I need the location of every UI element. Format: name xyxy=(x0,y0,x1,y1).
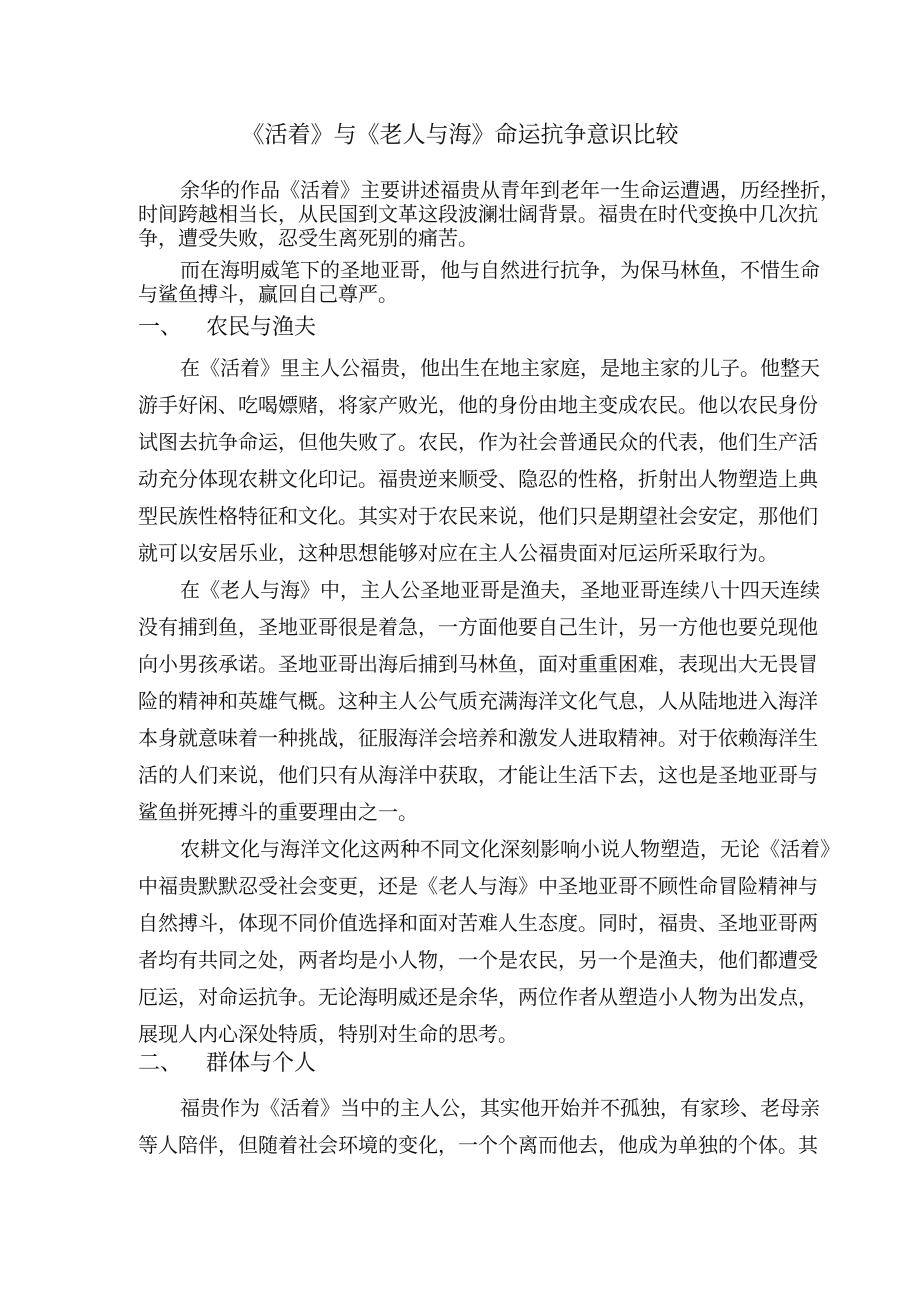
section-2-body xyxy=(138,1090,820,1164)
text-line: 展现人内心深处特质，特别对生命的思考。 xyxy=(138,1022,518,1046)
text-line: 等人陪伴，但随着社会环境的变化，一个个离而他去，他成为单独的个体。其 xyxy=(138,1133,818,1157)
document-title: 《活着》与《老人与海》命运抗争意识比较 xyxy=(241,122,679,148)
text-line: 中福贵默默忍受社会变更，还是《老人与海》中圣地亚哥不顾性命冒险精神与 xyxy=(138,874,818,898)
text-line: 游手好闲、吃喝嫖赌，将家产败光，他的身份由地主变成农民。他以农民身份 xyxy=(138,393,818,417)
text-line: 在《活着》里主人公福贵，他出生在地主家庭，是地主家的儿子。他整天 xyxy=(180,356,820,380)
paragraph xyxy=(138,831,840,1053)
paragraph xyxy=(138,258,820,306)
text-line: 自然搏斗，体现不同价值选择和面对苦难人生态度。同时，福贵、圣地亚哥两 xyxy=(138,911,818,935)
text-line: 时间跨越相当长，从民国到文革这段波澜壮阔背景。福贵在时代变换中几次抗 xyxy=(138,202,818,226)
text-line: 争，遭受失败，忍受生离死别的痛苦。 xyxy=(138,226,478,250)
section-title: 农民与渔夫 xyxy=(206,315,317,340)
paragraph xyxy=(138,178,840,250)
paragraph xyxy=(138,350,820,572)
text-line: 者均有共同之处，两者均是小人物，一个是农民，另一个是渔夫，他们都遭受 xyxy=(138,948,818,972)
text-line: 本身就意味着一种挑战，征服海洋会培养和激发人进取精神。对于依赖海洋生 xyxy=(138,726,818,750)
paragraph xyxy=(138,1090,820,1164)
text-line: 在《老人与海》中，主人公圣地亚哥是渔夫，圣地亚哥连续八十四天连续 xyxy=(180,578,820,602)
text-line: 就可以安居乐业，这种思想能够对应在主人公福贵面对厄运所采取行为。 xyxy=(138,541,778,565)
text-line: 活的人们来说，他们只有从海洋中获取，才能让生活下去，这也是圣地亚哥与 xyxy=(138,763,818,787)
section-number: 二、 xyxy=(138,1051,183,1076)
text-line: 与鲨鱼搏斗，赢回自己尊严。 xyxy=(138,282,398,306)
intro-section xyxy=(138,178,840,306)
text-line: 鲨鱼拼死搏斗的重要理由之一。 xyxy=(138,800,418,824)
paragraph xyxy=(138,572,820,831)
section-heading-1 xyxy=(138,313,316,343)
section-1-body xyxy=(138,350,840,1053)
text-line: 动充分体现农耕文化印记。福贵逆来顺受、隐忍的性格，折射出人物塑造上典 xyxy=(138,467,818,491)
text-line: 试图去抗争命运，但他失败了。农民，作为社会普通民众的代表，他们生产活 xyxy=(138,430,818,454)
text-line: 而在海明威笔下的圣地亚哥，他与自然进行抗争，为保马林鱼，不惜生命 xyxy=(180,258,820,282)
section-number: 一、 xyxy=(138,315,183,340)
section-title: 群体与个人 xyxy=(206,1051,317,1076)
text-line: 型民族性格特征和文化。其实对于农民来说，他们只是期望社会安定，那他们 xyxy=(138,504,818,528)
text-line: 险的精神和英雄气概。这种主人公气质充满海洋文化气息，人从陆地进入海洋 xyxy=(138,689,818,713)
text-line: 厄运，对命运抗争。无论海明威还是余华，两位作者从塑造小人物为出发点， xyxy=(138,985,818,1009)
text-line: 没有捕到鱼，圣地亚哥很是着急，一方面他要自己生计，另一方他也要兑现他 xyxy=(138,615,818,639)
text-line: 农耕文化与海洋文化这两种不同文化深刻影响小说人物塑造，无论《活着》 xyxy=(180,837,840,861)
text-line: 福贵作为《活着》当中的主人公，其实他开始并不孤独，有家珍、老母亲 xyxy=(180,1096,820,1120)
text-line: 向小男孩承诺。圣地亚哥出海后捕到马林鱼，面对重重困难，表现出大无畏冒 xyxy=(138,652,818,676)
section-heading-2 xyxy=(138,1049,316,1079)
text-line: 余华的作品《活着》主要讲述福贵从青年到老年一生命运遭遇，历经挫折， xyxy=(180,178,840,202)
